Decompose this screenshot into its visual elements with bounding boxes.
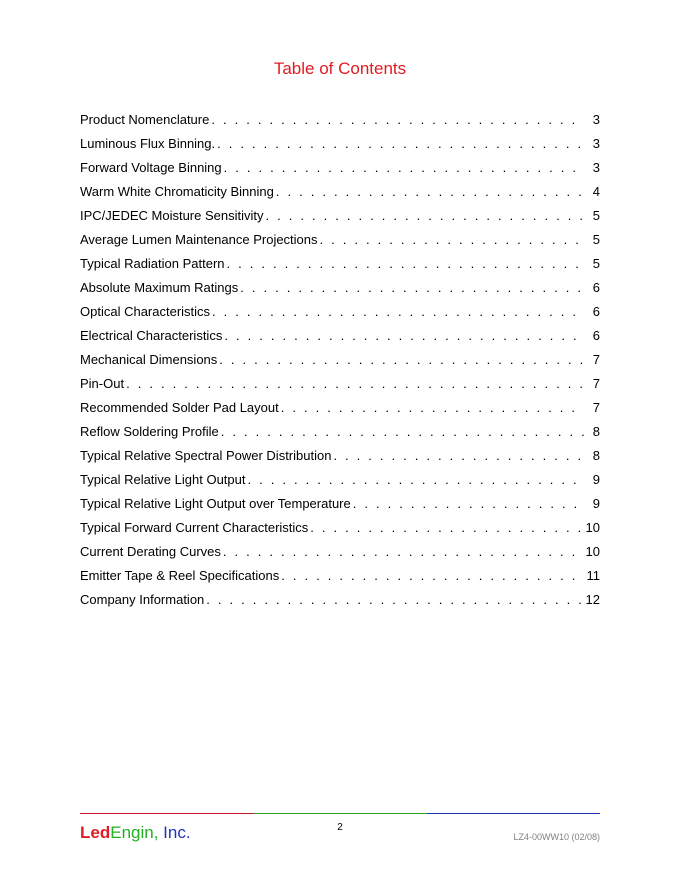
toc-dot-leader: [281, 568, 584, 584]
footer-rule-red: [80, 813, 253, 814]
toc-entry[interactable]: [80, 280, 600, 304]
toc-entry[interactable]: [80, 136, 600, 160]
toc-dot-leader: [353, 496, 584, 512]
toc-entry-page-number: 5: [592, 256, 600, 271]
toc-dot-leader: [223, 544, 584, 560]
toc-dot-leader: [126, 376, 584, 392]
toc-entry-page-number: 7: [592, 400, 600, 415]
toc-dot-leader: [266, 208, 585, 224]
toc-dot-leader: [333, 448, 584, 464]
toc-entry[interactable]: [80, 208, 600, 232]
toc-entry[interactable]: [80, 496, 600, 520]
toc-entry-label: Company Information: [80, 592, 205, 607]
toc-entry-page-number: 6: [592, 280, 600, 295]
toc-entry-page-number: 5: [592, 208, 600, 223]
toc-entry-label: Typical Relative Light Output over Temperature: [80, 496, 351, 511]
toc-dot-leader: [281, 400, 584, 416]
footer-rule-blue: [427, 813, 600, 814]
logo-inc-text: Inc.: [158, 823, 191, 842]
toc-entry[interactable]: [80, 544, 600, 568]
table-of-contents: [80, 112, 600, 616]
toc-entry[interactable]: [80, 400, 600, 424]
toc-entry-label: Product Nomenclature: [80, 112, 210, 127]
toc-entry-label: Luminous Flux Binning.: [80, 136, 216, 151]
toc-entry-label: Emitter Tape & Reel Specifications: [80, 568, 280, 583]
toc-entry-page-number: 11: [586, 568, 600, 583]
toc-entry-page-number: 4: [592, 184, 600, 199]
toc-entry[interactable]: [80, 112, 600, 136]
toc-entry[interactable]: [80, 160, 600, 184]
toc-entry-label: Current Derating Curves: [80, 544, 221, 559]
toc-entry-label: Mechanical Dimensions: [80, 352, 218, 367]
toc-dot-leader: [212, 304, 584, 320]
toc-entry-label: Average Lumen Maintenance Projections: [80, 232, 318, 247]
toc-entry[interactable]: [80, 256, 600, 280]
toc-entry-page-number: 3: [592, 136, 600, 151]
logo-led-text: Led: [80, 823, 111, 842]
toc-entry-page-number: 10: [585, 520, 600, 535]
toc-entry-label: Warm White Chromaticity Binning: [80, 184, 274, 199]
toc-entry-label: IPC/JEDEC Moisture Sensitivity: [80, 208, 264, 223]
toc-entry[interactable]: [80, 592, 600, 616]
toc-entry-page-number: 12: [585, 592, 600, 607]
toc-dot-leader: [206, 592, 583, 608]
toc-dot-leader: [247, 472, 584, 488]
toc-entry[interactable]: [80, 520, 600, 544]
toc-dot-leader: [276, 184, 584, 200]
logo-engin-text: Engin,: [110, 823, 159, 842]
toc-entry-page-number: 8: [592, 424, 600, 439]
toc-dot-leader: [240, 280, 584, 296]
toc-entry[interactable]: [80, 304, 600, 328]
toc-entry-label: Typical Relative Light Output: [80, 472, 246, 487]
footer-rule-green: [253, 813, 426, 814]
toc-dot-leader: [211, 112, 584, 128]
toc-entry[interactable]: [80, 328, 600, 352]
toc-entry[interactable]: [80, 184, 600, 208]
toc-entry[interactable]: [80, 568, 600, 592]
toc-entry-page-number: 9: [592, 496, 600, 511]
page-number: 2: [337, 822, 343, 833]
toc-entry[interactable]: [80, 472, 600, 496]
toc-entry-page-number: 8: [592, 448, 600, 463]
toc-entry-page-number: 7: [592, 352, 600, 367]
toc-entry-label: Absolute Maximum Ratings: [80, 280, 239, 295]
toc-dot-leader: [224, 328, 584, 344]
toc-entry-label: Optical Characteristics: [80, 304, 211, 319]
toc-entry[interactable]: [80, 448, 600, 472]
toc-entry-page-number: 6: [592, 328, 600, 343]
toc-entry-page-number: 3: [592, 112, 600, 127]
toc-dot-leader: [310, 520, 583, 536]
toc-entry-label: Recommended Solder Pad Layout: [80, 400, 279, 415]
toc-entry-label: Typical Radiation Pattern: [80, 256, 225, 271]
document-code: LZ4-00WW10 (02/08): [513, 832, 600, 842]
toc-dot-leader: [219, 352, 584, 368]
toc-dot-leader: [217, 136, 584, 152]
toc-entry[interactable]: [80, 424, 600, 448]
toc-entry-page-number: 9: [592, 472, 600, 487]
toc-entry-label: Pin-Out: [80, 376, 125, 391]
toc-entry-page-number: 5: [592, 232, 600, 247]
footer-rule: [80, 813, 600, 814]
toc-entry-label: Reflow Soldering Profile: [80, 424, 219, 439]
toc-entry-page-number: 10: [585, 544, 600, 559]
toc-entry[interactable]: [80, 232, 600, 256]
page-title: Table of Contents: [273, 59, 407, 78]
toc-entry[interactable]: [80, 352, 600, 376]
toc-dot-leader: [227, 256, 584, 272]
toc-entry-page-number: 7: [592, 376, 600, 391]
toc-entry[interactable]: [80, 376, 600, 400]
toc-dot-leader: [221, 424, 584, 440]
toc-dot-leader: [320, 232, 584, 248]
toc-dot-leader: [224, 160, 584, 176]
toc-entry-label: Electrical Characteristics: [80, 328, 223, 343]
toc-entry-page-number: 6: [592, 304, 600, 319]
toc-entry-label: Typical Forward Current Characteristics: [80, 520, 309, 535]
toc-entry-label: Forward Voltage Binning: [80, 160, 222, 175]
toc-entry-label: Typical Relative Spectral Power Distribution: [80, 448, 332, 463]
toc-entry-page-number: 3: [592, 160, 600, 175]
